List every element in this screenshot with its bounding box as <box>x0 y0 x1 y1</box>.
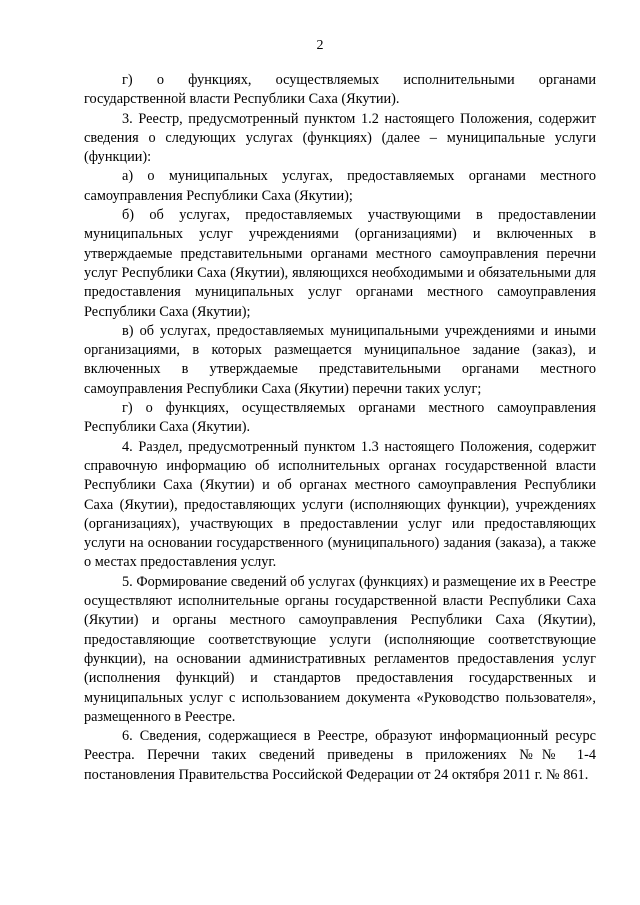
paragraph-item-a: а) о муниципальных услугах, предоставляемых органами местного самоуправления Республики Саха (Якутии); <box>84 168 596 204</box>
body-text <box>84 71 596 785</box>
paragraph-section-5: 5. Формирование сведений об услугах (функциях) и размещение их в Реестре осуществляют исполнительные органы государственной власти Республики Саха (Якутии) и органы местного самоуправления Республики Саха (Якутии), предоставляющие соответствующие услуги (исполняющие соответствующие функции), на основании административных регламентов предоставления услуг (исполнения функций) и стандартов предоставления государственных и муниципальных услуг с использованием документа «Руководство пользователя», размещенного в Реестре. <box>84 573 596 725</box>
paragraph-item-b: б) об услугах, предоставляемых участвующими в предоставлении муниципальных услуг учреждениями (организациями) и включенных в утверждаемые представительными органами местного самоуправления перечни услуг Республики Саха (Якутии), являющихся необходимыми и обязательными для предоставления муниципальных услуг органами местного самоуправления Республики Саха (Якутии); <box>84 207 596 320</box>
paragraph-item-g-state: г) о функциях, осуществляемых исполнительными органами государственной власти Республики Саха (Якутии). <box>84 72 596 108</box>
paragraph-item-g-municipal: г) о функциях, осуществляемых органами местного самоуправления Республики Саха (Якутии). <box>84 400 596 436</box>
paragraph-section-6: 6. Сведения, содержащиеся в Реестре, образуют информационный ресурс Реестра. Перечни таких сведений приведены в приложениях №№ 1-4 постановления Правительства Российской Федерации от 24 октября 2011 г. № 861. <box>84 728 596 783</box>
paragraph-item-v: в) об услугах, предоставляемых муниципальными учреждениями и иными организациями, в которых размещается муниципальное задание (заказ), и включенных в утверждаемые представительными органами местного самоуправления Республики Саха (Якутии) перечни таких услуг; <box>84 322 596 397</box>
paragraph-section-3: 3. Реестр, предусмотренный пунктом 1.2 настоящего Положения, содержит сведения о следующих услугах (функциях) (далее – муниципальные услуги (функции): <box>84 110 596 166</box>
paragraph-section-4: 4. Раздел, предусмотренный пунктом 1.3 настоящего Положения, содержит справочную информацию об исполнительных органах государственной власти Республики Саха (Якутии) и об органах местного самоуправления Республики Саха (Якутии), предоставляющих услуги (исполняющих функции), учреждениях (организациях), участвующих в предоставлении услуг или предоставляющих услуги на основании государственного (муниципального) задания (заказа), а также о местах предоставления услуг. <box>84 438 596 571</box>
page-number: 2 <box>316 38 324 53</box>
